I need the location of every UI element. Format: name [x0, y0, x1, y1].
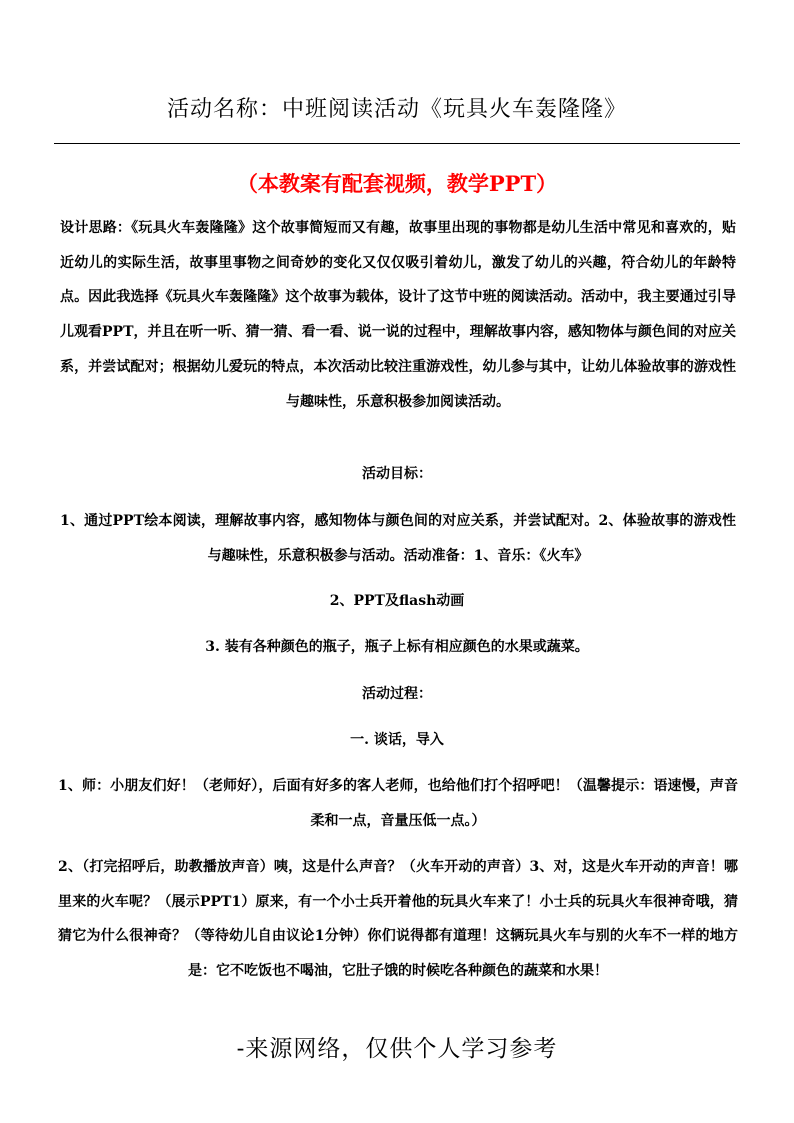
step-1-paragraph: 1、师：小朋友们好！（老师好），后面有好多的客人老师，也给他们打个招呼吧！（温馨提示：语速慢，声音柔和一点，音量压低一点。）	[58, 778, 738, 829]
prep-item-2: 2、PPT及flash动画	[329, 593, 465, 609]
goals-paragraph: 1、通过PPT绘本阅读，理解故事内容，感知物体与颜色间的对应关系，并尝试配对。2、体验故事的游戏性与趣味性，乐意积极参与活动。活动准备：1、音乐：《火车》	[60, 513, 736, 564]
document-title: 活动名称：中班阅读活动《玩具火车轰隆隆》	[166, 97, 627, 122]
prep-item-3: 3. 装有各种颜色的瓶子，瓶子上标有相应颜色的水果或蔬菜。	[205, 639, 589, 655]
section-heading-1: 一. 谈话，导入	[350, 732, 444, 748]
document-subtitle: （本教案有配套视频，教学PPT）	[236, 171, 558, 196]
process-heading: 活动过程：	[362, 686, 432, 702]
step-2-paragraph: 2、（打完招呼后，助教播放声音）咦，这是什么声音？（火车开动的声音）3、对，这是火车开动的声音！哪里来的火车呢？（展示PPT1）原来，有一个小士兵开着他的玩具火车来了！小士兵的玩具火车很神奇哦，猜猜它为什么很神奇？（等待幼儿自由议论1分钟）你们说得都有道理！这辆玩具火车与别的火车不一样的地方是：它不吃饭也不喝油，它肚子饿的时候吃各种颜色的蔬菜和水果！	[58, 859, 738, 980]
design-idea-paragraph: 设计思路：《玩具火车轰隆隆》这个故事简短而又有趣，故事里出现的事物都是幼儿生活中常见和喜欢的，贴近幼儿的实际生活，故事里事物之间奇妙的变化又仅仅吸引着幼儿，激发了幼儿的兴趣，符合幼儿的年龄特点。因此我选择《玩具火车轰隆隆》这个故事为载体，设计了这节中班的阅读活动。活动中，我主要通过引导儿观看PPT，并且在听一听、猜一猜、看一看、说一说的过程中，理解故事内容，感知物体与颜色间的对应关系，并尝试配对；根据幼儿爱玩的特点，本次活动比较注重游戏性，幼儿参与其中，让幼儿体验故事的游戏性与趣味性，乐意积极参加阅读活动。	[60, 220, 736, 410]
goals-heading: 活动目标：	[362, 466, 432, 482]
source-footer: -来源网络，仅供个人学习参考	[236, 1036, 558, 1062]
title-divider	[54, 143, 740, 144]
